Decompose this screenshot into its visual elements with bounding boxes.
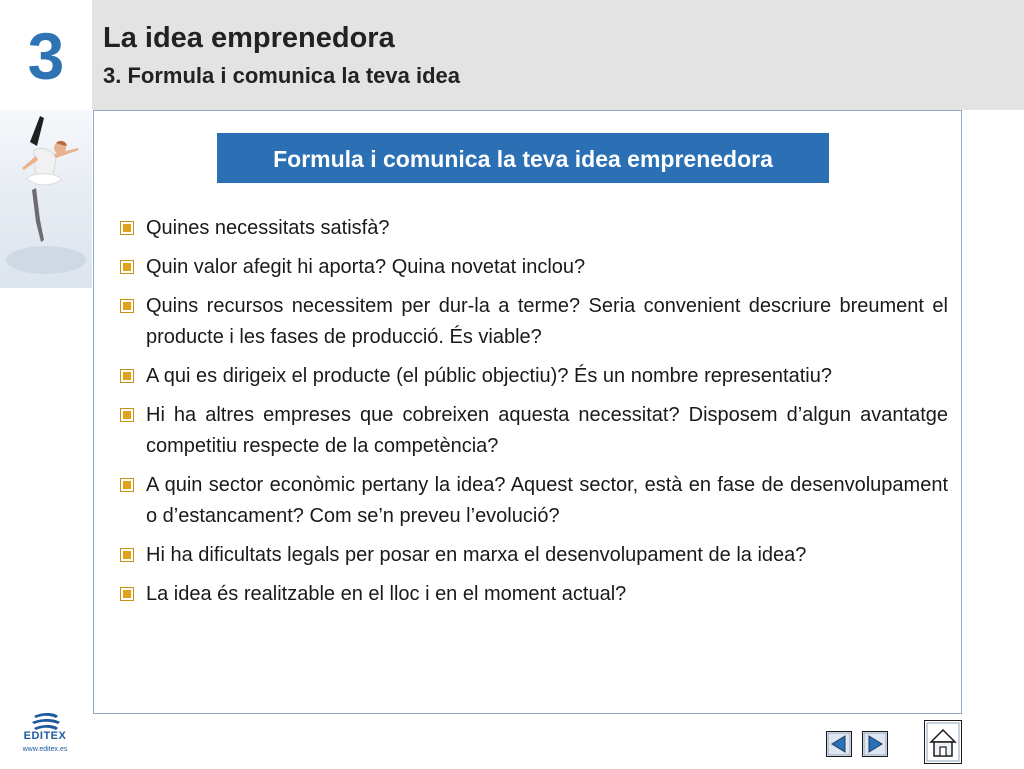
checkbox-bullet-icon: [120, 478, 134, 492]
chapter-box: [0, 0, 92, 110]
question-list: [120, 213, 948, 618]
page-subtitle: 3. Formula i comunica la teva idea: [103, 63, 461, 88]
checkbox-bullet-icon: [120, 587, 134, 601]
list-item-text: A qui es dirigeix el producte (el públic objectiu)? És un nombre representatiu?: [146, 365, 832, 387]
list-item-text: Quines necessitats satisfà?: [146, 217, 390, 239]
list-item: [120, 400, 948, 462]
previous-arrow-icon: [826, 731, 852, 757]
previous-button[interactable]: [826, 731, 852, 757]
list-item: [120, 252, 948, 283]
dancer-illustration: [0, 110, 92, 288]
next-arrow-icon: [862, 731, 888, 757]
next-button[interactable]: [862, 731, 888, 757]
checkbox-bullet-icon: [120, 299, 134, 313]
list-item-text: La idea és realitzable en el lloc i en el moment actual?: [146, 583, 627, 605]
page-title: La idea emprenedora: [103, 22, 395, 54]
list-item-text: A quin sector econòmic pertany la idea? Aquest sector, està en fase de desenvolupament o d’estancament? Com se’n preveu l’evolució?: [146, 474, 948, 527]
list-item-text: Quin valor afegit hi aporta? Quina novetat inclou?: [146, 256, 586, 278]
home-icon: [924, 720, 962, 764]
list-item: [120, 361, 948, 392]
checkbox-bullet-icon: [120, 260, 134, 274]
list-item: [120, 470, 948, 532]
dancer-image: [0, 110, 92, 288]
logo-text: EDITEX: [23, 730, 67, 742]
list-item-text: Hi ha altres empreses que cobreixen aquesta necessitat? Disposem d’algun avantatge competitiu respecte de la competència?: [146, 404, 948, 457]
list-item: [120, 291, 948, 353]
editex-logo: [14, 712, 76, 762]
list-item-text: Quins recursos necessitem per dur-la a terme? Seria convenient descriure breument el producte i les fases de producció. És viable?: [146, 295, 948, 348]
checkbox-bullet-icon: [120, 369, 134, 383]
checkbox-bullet-icon: [120, 408, 134, 422]
list-item: [120, 213, 948, 244]
checkbox-bullet-icon: [120, 221, 134, 235]
logo-url: www.editex.es: [22, 746, 68, 753]
home-button[interactable]: [924, 720, 962, 764]
editex-logo-mark-icon: [14, 712, 76, 732]
chapter-number: 3: [27, 19, 65, 93]
content-panel: [93, 110, 962, 714]
list-item: [120, 540, 948, 571]
list-item-text: Hi ha dificultats legals per posar en marxa el desenvolupament de la idea?: [146, 544, 807, 566]
list-item: [120, 579, 948, 610]
header: [92, 0, 1024, 110]
section-banner: Formula i comunica la teva idea emprenedora: [217, 133, 829, 183]
checkbox-bullet-icon: [120, 548, 134, 562]
